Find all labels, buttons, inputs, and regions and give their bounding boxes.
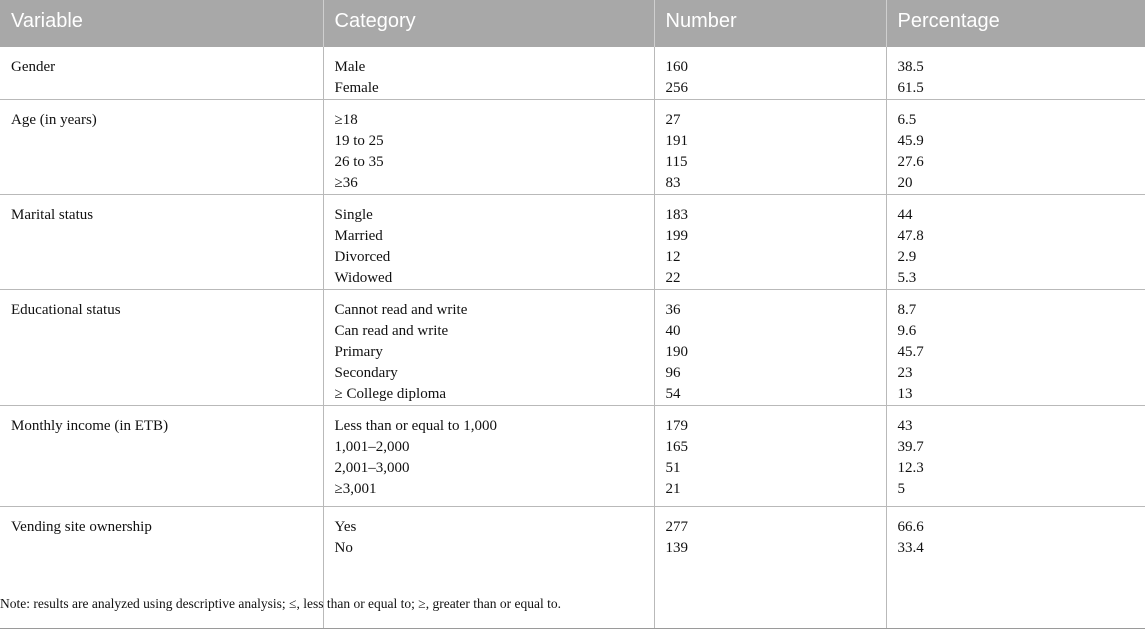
percentage-value: 43	[898, 416, 1145, 437]
header-category: Category	[323, 0, 654, 47]
category-cell	[323, 406, 654, 507]
percentage-cell	[886, 290, 1145, 406]
number-value: 21	[666, 479, 886, 500]
number-value: 179	[666, 416, 886, 437]
number-value: 36	[666, 300, 886, 321]
number-value: 54	[666, 384, 886, 405]
table-header-row	[0, 0, 1145, 47]
number-value: 115	[666, 152, 886, 173]
category-value: 26 to 35	[335, 152, 654, 173]
percentage-value: 5	[898, 479, 1145, 500]
number-value: 183	[666, 205, 886, 226]
category-value: 2,001–3,000	[335, 458, 654, 479]
number-value: 96	[666, 363, 886, 384]
category-cell	[323, 195, 654, 290]
category-value: Single	[335, 205, 654, 226]
number-value: 51	[666, 458, 886, 479]
percentage-value: 61.5	[898, 78, 1145, 99]
percentage-value: 23	[898, 363, 1145, 384]
variable-cell: Educational status	[0, 290, 323, 406]
category-value: Male	[335, 57, 654, 78]
variable-cell: Gender	[0, 47, 323, 100]
percentage-value: 44	[898, 205, 1145, 226]
number-cell	[654, 100, 886, 195]
category-value: 1,001–2,000	[335, 437, 654, 458]
number-value: 190	[666, 342, 886, 363]
percentage-value: 13	[898, 384, 1145, 405]
number-value: 40	[666, 321, 886, 342]
category-value: Primary	[335, 342, 654, 363]
percentage-value: 8.7	[898, 300, 1145, 321]
number-value: 165	[666, 437, 886, 458]
percentage-cell	[886, 406, 1145, 507]
number-value: 83	[666, 173, 886, 194]
category-value: ≥ College diploma	[335, 384, 654, 405]
percentage-value: 5.3	[898, 268, 1145, 289]
number-cell	[654, 195, 886, 290]
percentage-value: 9.6	[898, 321, 1145, 342]
percentage-cell	[886, 100, 1145, 195]
category-value: ≥18	[335, 110, 654, 131]
percentage-value: 38.5	[898, 57, 1145, 78]
number-value: 199	[666, 226, 886, 247]
category-value: ≥36	[335, 173, 654, 194]
category-cell	[323, 290, 654, 406]
number-value: 277	[666, 517, 886, 538]
category-value: Less than or equal to 1,000	[335, 416, 654, 437]
table-row-gender	[0, 47, 1145, 100]
category-cell	[323, 47, 654, 100]
percentage-value: 12.3	[898, 458, 1145, 479]
table-footnote: Note: results are analyzed using descriptive analysis; ≤, less than or equal to; ≥, greater than or equal to.	[0, 596, 561, 612]
number-value: 12	[666, 247, 886, 268]
number-value: 256	[666, 78, 886, 99]
variable-cell: Age (in years)	[0, 100, 323, 195]
category-value: Can read and write	[335, 321, 654, 342]
table-row-age	[0, 100, 1145, 195]
percentage-value: 47.8	[898, 226, 1145, 247]
percentage-cell	[886, 195, 1145, 290]
variable-cell: Monthly income (in ETB)	[0, 406, 323, 507]
category-value: 19 to 25	[335, 131, 654, 152]
category-value: ≥3,001	[335, 479, 654, 500]
header-number: Number	[654, 0, 886, 47]
number-value: 160	[666, 57, 886, 78]
table-row-educational-status	[0, 290, 1145, 406]
category-value: Divorced	[335, 247, 654, 268]
number-value: 139	[666, 538, 886, 559]
category-value: Secondary	[335, 363, 654, 384]
percentage-value: 6.5	[898, 110, 1145, 131]
percentage-value: 39.7	[898, 437, 1145, 458]
table-row-monthly-income	[0, 406, 1145, 507]
percentage-value: 20	[898, 173, 1145, 194]
percentage-value: 45.7	[898, 342, 1145, 363]
category-value: Married	[335, 226, 654, 247]
number-cell	[654, 47, 886, 100]
number-value: 191	[666, 131, 886, 152]
header-variable: Variable	[0, 0, 323, 47]
category-value: Yes	[335, 517, 654, 538]
number-cell	[654, 290, 886, 406]
header-percentage: Percentage	[886, 0, 1145, 47]
percentage-cell	[886, 507, 1145, 629]
percentage-value: 27.6	[898, 152, 1145, 173]
percentage-cell	[886, 47, 1145, 100]
percentage-value: 66.6	[898, 517, 1145, 538]
number-cell	[654, 507, 886, 629]
number-cell	[654, 406, 886, 507]
percentage-value: 45.9	[898, 131, 1145, 152]
variable-cell: Marital status	[0, 195, 323, 290]
category-value: No	[335, 538, 654, 559]
variable-cell: Vending site ownership	[0, 507, 323, 629]
percentage-value: 33.4	[898, 538, 1145, 559]
percentage-value: 2.9	[898, 247, 1145, 268]
category-value: Widowed	[335, 268, 654, 289]
number-value: 27	[666, 110, 886, 131]
number-value: 22	[666, 268, 886, 289]
category-value: Female	[335, 78, 654, 99]
category-value: Cannot read and write	[335, 300, 654, 321]
table-row-marital-status	[0, 195, 1145, 290]
category-cell	[323, 100, 654, 195]
